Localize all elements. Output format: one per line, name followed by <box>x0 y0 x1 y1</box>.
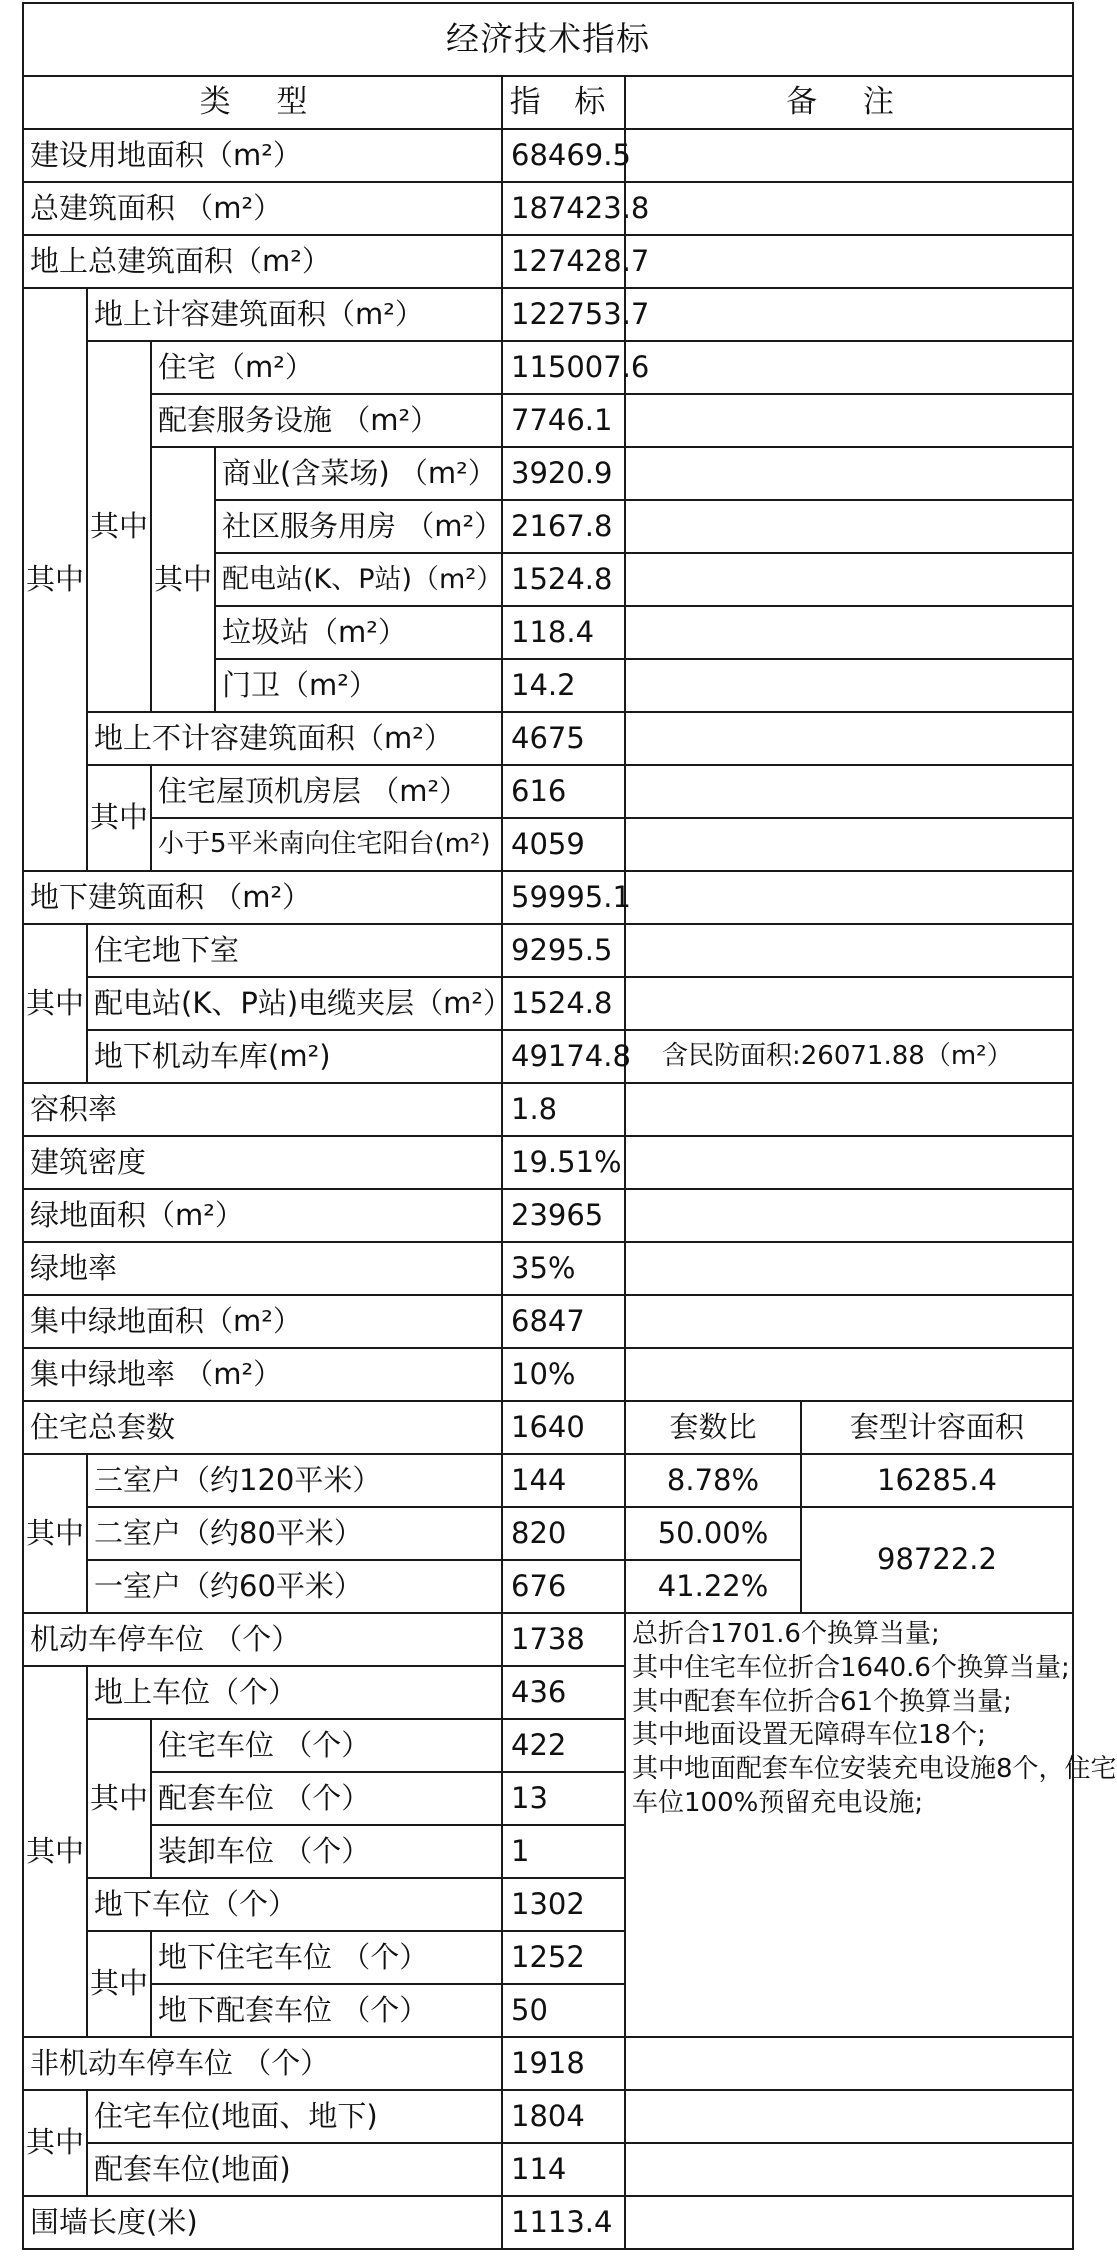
unit-ratio: 8.78% <box>625 1454 801 1507</box>
row-label: 地上车位（个） <box>87 1666 502 1719</box>
group-label-qizhong: 其中 <box>23 288 87 871</box>
row-remark <box>625 871 1073 924</box>
row-label: 总建筑面积 （m²） <box>23 182 502 235</box>
row-label: 配套车位 （个） <box>151 1772 502 1825</box>
row-value: 19.51% <box>502 1136 625 1189</box>
row-value: 10% <box>502 1348 625 1401</box>
group-label-qizhong: 其中 <box>87 1719 151 1878</box>
row-label: 商业(含菜场) （m²） <box>215 447 502 500</box>
row-remark <box>625 1348 1073 1401</box>
row-label: 地上总建筑面积（m²） <box>23 235 502 288</box>
row-value: 1524.8 <box>502 977 625 1030</box>
row-value: 1302 <box>502 1878 625 1931</box>
parking-note: 车位100%预留充电设施; <box>632 1787 924 1818</box>
row-value: 1.8 <box>502 1083 625 1136</box>
row-remark <box>625 2037 1073 2090</box>
row-remark <box>625 1189 1073 1242</box>
row-remark <box>625 235 1073 288</box>
row-value: 187423.8 <box>502 182 625 235</box>
row-label: 垃圾站（m²） <box>215 606 502 659</box>
row-remark <box>625 924 1073 977</box>
row-value: 122753.7 <box>502 288 625 341</box>
row-value: 68469.5 <box>502 129 625 182</box>
row-label: 住宅屋顶机房层 （m²） <box>151 765 502 818</box>
group-label-qizhong: 其中 <box>23 924 87 1083</box>
row-remark <box>625 606 1073 659</box>
row-remark <box>625 341 1073 394</box>
row-label: 住宅车位 （个） <box>151 1719 502 1772</box>
row-label: 小于5平米南向住宅阳台(m²) <box>151 818 502 871</box>
table-title: 经济技术指标 <box>23 3 1073 76</box>
row-label: 集中绿地面积（m²） <box>23 1295 502 1348</box>
unit-ratio: 50.00% <box>625 1507 801 1560</box>
unit-ratio: 41.22% <box>625 1560 801 1613</box>
parking-note: 其中地面配套车位安装充电设施8个，住宅 <box>632 1754 1117 1785</box>
unit-area-header: 套型计容面积 <box>801 1401 1073 1454</box>
header-index: 指 标 <box>502 76 625 129</box>
row-label: 地下住宅车位 （个） <box>151 1931 502 1984</box>
row-remark <box>625 2143 1073 2196</box>
row-label: 非机动车停车位 （个） <box>23 2037 502 2090</box>
row-label: 门卫（m²） <box>215 659 502 712</box>
row-value: 1 <box>502 1825 625 1878</box>
row-value: 59995.1 <box>502 871 625 924</box>
row-value: 1804 <box>502 2090 625 2143</box>
row-remark <box>625 1242 1073 1295</box>
row-remark <box>625 394 1073 447</box>
row-label: 住宅（m²） <box>151 341 502 394</box>
header-type: 类 型 <box>23 76 502 129</box>
row-value: 23965 <box>502 1189 625 1242</box>
row-label: 地上不计容建筑面积（m²） <box>87 712 502 765</box>
row-remark <box>625 2196 1073 2249</box>
row-value: 118.4 <box>502 606 625 659</box>
row-value: 676 <box>502 1560 625 1613</box>
row-remark <box>625 553 1073 606</box>
row-label: 二室户（约80平米） <box>87 1507 502 1560</box>
group-label-qizhong: 其中 <box>23 1666 87 2037</box>
row-value: 422 <box>502 1719 625 1772</box>
row-label: 地下车位（个） <box>87 1878 502 1931</box>
group-label-qizhong: 其中 <box>87 1931 151 2037</box>
row-label: 配套服务设施 （m²） <box>151 394 502 447</box>
row-value: 2167.8 <box>502 500 625 553</box>
row-remark <box>625 659 1073 712</box>
group-label-qizhong: 其中 <box>87 765 151 871</box>
row-remark <box>625 288 1073 341</box>
row-label: 地下机动车库(m²) <box>87 1030 502 1083</box>
unit-area: 98722.2 <box>801 1507 1073 1613</box>
row-label: 建设用地面积（m²） <box>23 129 502 182</box>
row-value: 820 <box>502 1507 625 1560</box>
row-remark <box>625 447 1073 500</box>
row-value: 35% <box>502 1242 625 1295</box>
row-remark <box>625 765 1073 818</box>
row-value: 1524.8 <box>502 553 625 606</box>
group-label-qizhong: 其中 <box>23 2090 87 2196</box>
row-value: 50 <box>502 1984 625 2037</box>
row-remark <box>625 977 1073 1030</box>
row-value: 13 <box>502 1772 625 1825</box>
row-remark <box>625 182 1073 235</box>
row-value: 1113.4 <box>502 2196 625 2249</box>
row-label: 容积率 <box>23 1083 502 1136</box>
row-value: 1252 <box>502 1931 625 1984</box>
row-remark <box>625 818 1073 871</box>
row-label: 地下配套车位 （个） <box>151 1984 502 2037</box>
group-label-qizhong: 其中 <box>87 341 151 712</box>
row-value: 144 <box>502 1454 625 1507</box>
row-value: 14.2 <box>502 659 625 712</box>
parking-note: 其中住宅车位折合1640.6个换算当量; <box>632 1652 1070 1683</box>
row-label: 配电站(K、P站)电缆夹层（m²） <box>87 977 502 1030</box>
row-value: 9295.5 <box>502 924 625 977</box>
row-value: 4059 <box>502 818 625 871</box>
row-label: 地下建筑面积 （m²） <box>23 871 502 924</box>
header-remark: 备 注 <box>625 76 1073 129</box>
row-value: 1640 <box>502 1401 625 1454</box>
row-value: 1738 <box>502 1613 625 1666</box>
row-value: 6847 <box>502 1295 625 1348</box>
row-label: 配套车位(地面) <box>87 2143 502 2196</box>
row-remark <box>625 712 1073 765</box>
row-value: 616 <box>502 765 625 818</box>
civil-defense-note: 含民防面积:26071.88（m²） <box>625 1030 1073 1083</box>
row-value: 114 <box>502 2143 625 2196</box>
row-label: 集中绿地率 （m²） <box>23 1348 502 1401</box>
group-label-qizhong: 其中 <box>23 1454 87 1613</box>
row-value: 7746.1 <box>502 394 625 447</box>
row-label: 机动车停车位 （个） <box>23 1613 502 1666</box>
group-label-qizhong: 其中 <box>151 447 215 712</box>
row-value: 436 <box>502 1666 625 1719</box>
row-remark <box>625 1295 1073 1348</box>
row-label: 地上计容建筑面积（m²） <box>87 288 502 341</box>
row-label: 住宅总套数 <box>23 1401 502 1454</box>
parking-note: 总折合1701.6个换算当量; <box>632 1619 940 1649</box>
row-remark <box>625 500 1073 553</box>
unit-area: 16285.4 <box>801 1454 1073 1507</box>
row-remark <box>625 1083 1073 1136</box>
row-label: 绿地面积（m²） <box>23 1189 502 1242</box>
row-label: 配电站(K、P站)（m²） <box>215 553 502 606</box>
row-value: 1918 <box>502 2037 625 2090</box>
row-label: 三室户（约120平米） <box>87 1454 502 1507</box>
row-label: 建筑密度 <box>23 1136 502 1189</box>
row-remark <box>625 2090 1073 2143</box>
unit-ratio-header: 套数比 <box>625 1401 801 1454</box>
row-label: 围墙长度(米) <box>23 2196 502 2249</box>
row-label: 住宅车位(地面、地下) <box>87 2090 502 2143</box>
row-label: 社区服务用房 （m²） <box>215 500 502 553</box>
parking-note: 其中配套车位折合61个换算当量; <box>632 1686 1012 1717</box>
parking-notes <box>625 1613 1117 2037</box>
row-value: 4675 <box>502 712 625 765</box>
row-label: 住宅地下室 <box>87 924 502 977</box>
row-value: 115007.6 <box>502 341 625 394</box>
row-value: 127428.7 <box>502 235 625 288</box>
indicator-table <box>22 2 1117 2250</box>
row-remark <box>625 1136 1073 1189</box>
row-value: 49174.8 <box>502 1030 625 1083</box>
row-label: 绿地率 <box>23 1242 502 1295</box>
row-value: 3920.9 <box>502 447 625 500</box>
row-label: 装卸车位 （个） <box>151 1825 502 1878</box>
row-remark <box>625 129 1073 182</box>
parking-note: 其中地面设置无障碍车位18个; <box>632 1720 986 1751</box>
row-label: 一室户（约60平米） <box>87 1560 502 1613</box>
